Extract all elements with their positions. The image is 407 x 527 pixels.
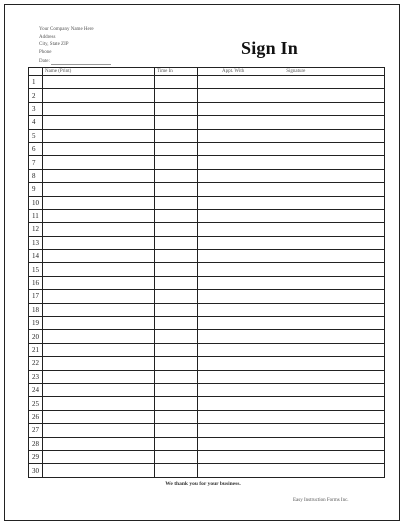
time-in-cell[interactable]	[155, 142, 198, 155]
column-header-number	[29, 68, 43, 76]
table-row	[29, 156, 385, 169]
appt-signature-cell[interactable]	[198, 169, 385, 182]
time-in-cell[interactable]	[155, 410, 198, 423]
table-row	[29, 437, 385, 450]
time-in-cell[interactable]	[155, 330, 198, 343]
row-number: 2	[29, 89, 43, 102]
time-in-cell[interactable]	[155, 209, 198, 222]
appt-signature-cell[interactable]	[198, 290, 385, 303]
name-cell[interactable]	[43, 317, 155, 330]
company-phone: Phone	[39, 49, 52, 55]
appt-signature-cell[interactable]	[198, 142, 385, 155]
appt-signature-cell[interactable]	[198, 102, 385, 115]
row-number: 5	[29, 129, 43, 142]
column-header-appt-signature	[198, 68, 385, 76]
name-cell[interactable]	[43, 410, 155, 423]
column-header-time-in: Time In	[155, 68, 198, 76]
sign-in-sheet	[4, 4, 400, 521]
time-in-cell[interactable]	[155, 263, 198, 276]
appt-signature-cell[interactable]	[198, 209, 385, 222]
table-row	[29, 370, 385, 383]
time-in-cell[interactable]	[155, 450, 198, 463]
publisher-note: Easy Instruction Forms Inc.	[293, 498, 349, 503]
name-cell[interactable]	[43, 116, 155, 129]
table-row	[29, 276, 385, 289]
row-number: 15	[29, 263, 43, 276]
date-label: Date:	[39, 59, 50, 64]
time-in-cell[interactable]	[155, 317, 198, 330]
appt-signature-cell[interactable]	[198, 437, 385, 450]
name-cell[interactable]	[43, 424, 155, 437]
row-number: 12	[29, 223, 43, 236]
column-header-signature: Signature	[286, 69, 306, 74]
row-number: 17	[29, 290, 43, 303]
row-number: 4	[29, 116, 43, 129]
time-in-cell[interactable]	[155, 303, 198, 316]
table-row	[29, 290, 385, 303]
row-number: 29	[29, 450, 43, 463]
company-address: Address	[39, 34, 56, 40]
time-in-cell[interactable]	[155, 276, 198, 289]
time-in-cell[interactable]	[155, 290, 198, 303]
page-title: Sign In	[241, 38, 298, 58]
appt-signature-cell[interactable]	[198, 276, 385, 289]
time-in-cell[interactable]	[155, 424, 198, 437]
table-row	[29, 209, 385, 222]
time-in-cell[interactable]	[155, 156, 198, 169]
name-cell[interactable]	[43, 183, 155, 196]
table-row	[29, 330, 385, 343]
table-row	[29, 116, 385, 129]
table-row	[29, 76, 385, 89]
table-row	[29, 317, 385, 330]
appt-signature-cell[interactable]	[198, 156, 385, 169]
sign-in-table	[28, 67, 385, 478]
row-number: 20	[29, 330, 43, 343]
appt-signature-cell[interactable]	[198, 263, 385, 276]
table-row	[29, 142, 385, 155]
row-number: 6	[29, 142, 43, 155]
appt-signature-cell[interactable]	[198, 464, 385, 477]
row-number: 1	[29, 76, 43, 89]
name-cell[interactable]	[43, 276, 155, 289]
table-row	[29, 343, 385, 356]
row-number: 26	[29, 410, 43, 423]
table-row	[29, 183, 385, 196]
row-number: 30	[29, 464, 43, 477]
appt-signature-cell[interactable]	[198, 357, 385, 370]
name-cell[interactable]	[43, 236, 155, 249]
appt-signature-cell[interactable]	[198, 370, 385, 383]
name-cell[interactable]	[43, 464, 155, 477]
appt-signature-cell[interactable]	[198, 410, 385, 423]
appt-signature-cell[interactable]	[198, 450, 385, 463]
appt-signature-cell[interactable]	[198, 76, 385, 89]
time-in-cell[interactable]	[155, 236, 198, 249]
row-number: 27	[29, 424, 43, 437]
appt-signature-cell[interactable]	[198, 317, 385, 330]
appt-signature-cell[interactable]	[198, 89, 385, 102]
table-row	[29, 303, 385, 316]
time-in-cell[interactable]	[155, 437, 198, 450]
table-row	[29, 89, 385, 102]
name-cell[interactable]	[43, 76, 155, 89]
table-row	[29, 383, 385, 396]
name-cell[interactable]	[43, 357, 155, 370]
name-cell[interactable]	[43, 343, 155, 356]
appt-signature-cell[interactable]	[198, 183, 385, 196]
appt-signature-cell[interactable]	[198, 236, 385, 249]
table-row	[29, 129, 385, 142]
time-in-cell[interactable]	[155, 223, 198, 236]
appt-signature-cell[interactable]	[198, 330, 385, 343]
time-in-cell[interactable]	[155, 196, 198, 209]
row-number: 25	[29, 397, 43, 410]
column-header-name: Name (Print)	[43, 68, 155, 76]
row-number: 24	[29, 383, 43, 396]
name-cell[interactable]	[43, 196, 155, 209]
table-row	[29, 410, 385, 423]
time-in-cell[interactable]	[155, 250, 198, 263]
appt-signature-cell[interactable]	[198, 250, 385, 263]
name-cell[interactable]	[43, 450, 155, 463]
row-number: 11	[29, 209, 43, 222]
time-in-cell[interactable]	[155, 89, 198, 102]
row-number: 14	[29, 250, 43, 263]
appt-signature-cell[interactable]	[198, 424, 385, 437]
time-in-cell[interactable]	[155, 343, 198, 356]
time-in-cell[interactable]	[155, 102, 198, 115]
time-in-cell[interactable]	[155, 464, 198, 477]
name-cell[interactable]	[43, 370, 155, 383]
time-in-cell[interactable]	[155, 169, 198, 182]
row-number: 10	[29, 196, 43, 209]
date-field[interactable]	[51, 64, 111, 65]
name-cell[interactable]	[43, 330, 155, 343]
name-cell[interactable]	[43, 169, 155, 182]
appt-signature-cell[interactable]	[198, 383, 385, 396]
time-in-cell[interactable]	[155, 76, 198, 89]
row-number: 16	[29, 276, 43, 289]
appt-signature-cell[interactable]	[198, 196, 385, 209]
table-row	[29, 357, 385, 370]
name-cell[interactable]	[43, 303, 155, 316]
name-cell[interactable]	[43, 263, 155, 276]
company-name: Your Company Name Here	[39, 27, 94, 32]
row-number: 23	[29, 370, 43, 383]
row-number: 28	[29, 437, 43, 450]
column-header-appt-with: Appt. With	[222, 69, 245, 74]
table-row	[29, 169, 385, 182]
time-in-cell[interactable]	[155, 370, 198, 383]
name-cell[interactable]	[43, 142, 155, 155]
name-cell[interactable]	[43, 209, 155, 222]
appt-signature-cell[interactable]	[198, 223, 385, 236]
name-cell[interactable]	[43, 397, 155, 410]
row-number: 19	[29, 317, 43, 330]
table-row	[29, 424, 385, 437]
row-number: 3	[29, 102, 43, 115]
name-cell[interactable]	[43, 129, 155, 142]
row-number: 22	[29, 357, 43, 370]
row-number: 8	[29, 169, 43, 182]
time-in-cell[interactable]	[155, 383, 198, 396]
name-cell[interactable]	[43, 290, 155, 303]
table-header-row	[29, 68, 385, 76]
name-cell[interactable]	[43, 89, 155, 102]
name-cell[interactable]	[43, 437, 155, 450]
table-row	[29, 223, 385, 236]
appt-signature-cell[interactable]	[198, 343, 385, 356]
name-cell[interactable]	[43, 102, 155, 115]
time-in-cell[interactable]	[155, 357, 198, 370]
table-row	[29, 450, 385, 463]
table-row	[29, 397, 385, 410]
table-row	[29, 263, 385, 276]
time-in-cell[interactable]	[155, 116, 198, 129]
name-cell[interactable]	[43, 250, 155, 263]
table-row	[29, 464, 385, 477]
row-number: 13	[29, 236, 43, 249]
appt-signature-cell[interactable]	[198, 397, 385, 410]
company-info	[39, 26, 94, 56]
time-in-cell[interactable]	[155, 183, 198, 196]
appt-signature-cell[interactable]	[198, 129, 385, 142]
table-row	[29, 236, 385, 249]
row-number: 18	[29, 303, 43, 316]
row-number: 9	[29, 183, 43, 196]
thank-you-message: We thank you for your business.	[165, 481, 241, 487]
table-row	[29, 196, 385, 209]
name-cell[interactable]	[43, 223, 155, 236]
row-number: 21	[29, 343, 43, 356]
table-row	[29, 102, 385, 115]
name-cell[interactable]	[43, 383, 155, 396]
row-number: 7	[29, 156, 43, 169]
table-row	[29, 250, 385, 263]
appt-signature-cell[interactable]	[198, 116, 385, 129]
company-city-state-zip: City, State ZIP	[39, 42, 69, 47]
name-cell[interactable]	[43, 156, 155, 169]
time-in-cell[interactable]	[155, 397, 198, 410]
appt-signature-cell[interactable]	[198, 303, 385, 316]
time-in-cell[interactable]	[155, 129, 198, 142]
